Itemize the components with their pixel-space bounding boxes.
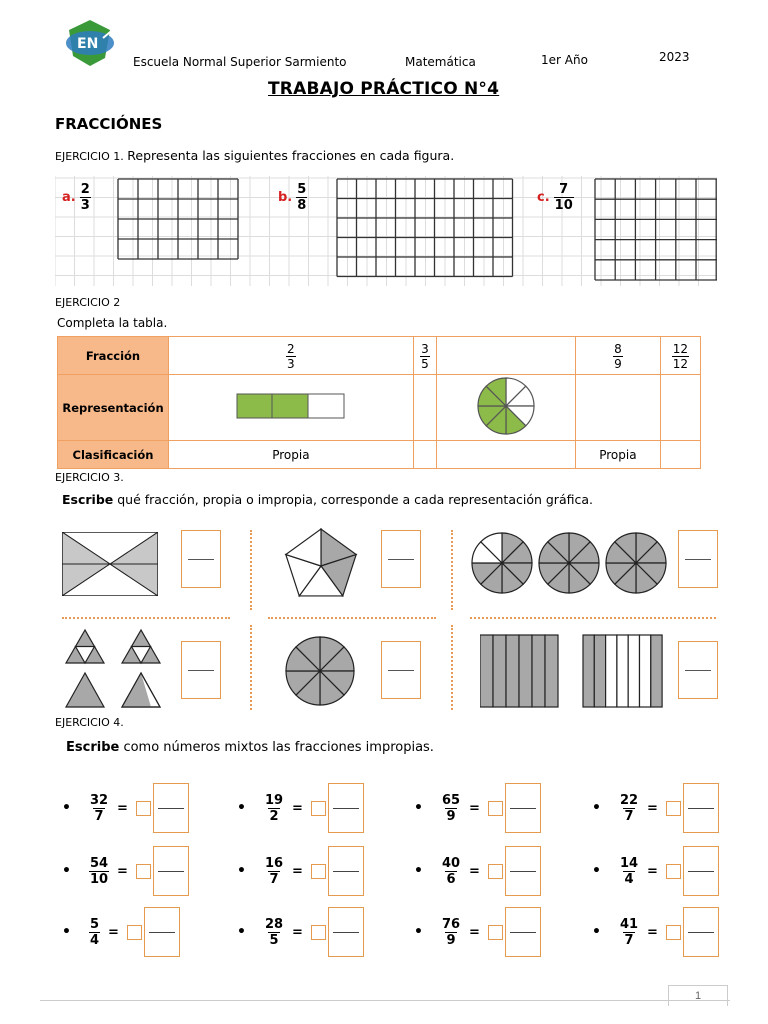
mixed-number-item [414, 907, 541, 957]
mixed-number-item [62, 783, 189, 833]
denominator: 6 [446, 871, 456, 887]
fraction-line [158, 871, 184, 872]
improper-fraction [441, 918, 461, 947]
fraction-part-box[interactable] [328, 907, 364, 957]
cell-class-3[interactable] [437, 441, 576, 469]
denominator: 9 [446, 808, 456, 824]
figure-pentagon [278, 526, 364, 605]
cell-rep-1 [169, 375, 414, 441]
bullet: • [62, 924, 71, 940]
figure-rectangle-triangles [62, 532, 158, 601]
denominator: 4 [89, 932, 99, 948]
page-title: TRABAJO PRÁCTICO N°4 [268, 79, 500, 99]
fraction-line [333, 932, 359, 933]
whole-part-box[interactable] [666, 925, 681, 940]
numerator: 3 [421, 341, 429, 356]
denominator: 2 [269, 808, 279, 824]
figure-circle-eighths [284, 635, 356, 712]
ej3-instruction-bold: Escribe [62, 492, 114, 507]
cell-class-4: Propia [576, 441, 661, 469]
mixed-number-item [62, 846, 189, 896]
whole-part-box[interactable] [311, 925, 326, 940]
equals-sign: = [647, 800, 658, 816]
school-logo [55, 18, 125, 68]
cell-class-1: Propia [169, 441, 414, 469]
improper-fraction [264, 794, 284, 823]
ej2-table [57, 336, 701, 469]
whole-part-box[interactable] [488, 801, 503, 816]
numerator: 32 [89, 792, 109, 808]
fraction-line [188, 670, 214, 671]
ej3-instruction [62, 492, 593, 507]
numerator: 12 [672, 341, 688, 356]
answer-box-2[interactable] [381, 530, 421, 588]
numerator: 5 [297, 182, 307, 197]
fraction-line [510, 871, 536, 872]
denominator: 9 [446, 932, 456, 948]
fraction-line [688, 871, 714, 872]
bullet: • [237, 924, 246, 940]
bullet: • [414, 863, 423, 879]
section-title: FRACCIÓNES [55, 115, 163, 133]
cell-rep-3 [437, 375, 576, 441]
ej2-instruction: Completa la tabla. [57, 316, 168, 330]
answer-grid[interactable] [337, 179, 513, 277]
fraction [286, 343, 296, 370]
fraction-part-box[interactable] [683, 846, 719, 896]
denominator: 3 [80, 198, 90, 213]
ej4-instruction-rest: como números mixtos las fracciones impropias. [119, 740, 434, 755]
denominator: 10 [89, 871, 109, 887]
numerator: 8 [614, 341, 622, 356]
equals-sign: = [117, 863, 128, 879]
denominator: 10 [554, 198, 573, 213]
equals-sign: = [292, 863, 303, 879]
numerator: 65 [441, 792, 461, 808]
answer-grid[interactable] [118, 179, 238, 259]
ej3-label: EJERCICIO 3. [55, 471, 124, 484]
separator [268, 617, 436, 619]
equals-sign: = [469, 863, 480, 879]
numerator: 5 [89, 916, 99, 932]
fraction-line [688, 808, 714, 809]
ej1-label: EJERCICIO 1. [55, 150, 124, 163]
mixed-number-item [592, 846, 719, 896]
ej1-letter-b: b. [278, 190, 293, 205]
figure-triangles [62, 628, 172, 717]
denominator: 7 [624, 808, 634, 824]
bullet: • [592, 800, 601, 816]
ej1-grid-paper [55, 176, 717, 286]
school-name: Escuela Normal Superior Sarmiento [133, 55, 347, 69]
fraction-line [149, 932, 175, 933]
numerator: 2 [80, 182, 90, 197]
denominator: 8 [297, 198, 307, 213]
cell-fraction-1 [169, 337, 414, 375]
improper-fraction [89, 794, 109, 823]
whole-part-box[interactable] [311, 801, 326, 816]
fraction-line [333, 871, 359, 872]
fraction-part-box[interactable] [505, 783, 541, 833]
cell-fraction-3[interactable] [437, 337, 576, 375]
ej1-item-a [62, 183, 91, 212]
whole-part-box[interactable] [127, 925, 142, 940]
fraction-line [333, 808, 359, 809]
whole-part-box[interactable] [136, 801, 151, 816]
improper-fraction [264, 857, 284, 886]
year-level: 1er Año [541, 53, 588, 67]
fraction [613, 343, 623, 370]
year: 2023 [659, 50, 690, 64]
fraction-line [685, 670, 711, 671]
improper-fraction [619, 794, 639, 823]
cell-class-5[interactable] [660, 441, 700, 469]
classification-row [58, 441, 701, 469]
whole-part-box[interactable] [666, 801, 681, 816]
denominator: 7 [269, 871, 279, 887]
numerator: 7 [559, 182, 569, 197]
bullet: • [592, 924, 601, 940]
separator [451, 530, 453, 610]
ej2-label: EJERCICIO 2 [55, 296, 121, 309]
ej4-instruction-bold: Escribe [66, 740, 120, 755]
mixed-number-item [237, 846, 364, 896]
improper-fraction [619, 857, 639, 886]
numerator: 76 [441, 916, 461, 932]
improper-fraction [89, 918, 100, 947]
fraction-part-box[interactable] [144, 907, 180, 957]
separator [451, 625, 453, 710]
svg-text:EN: EN [77, 36, 99, 52]
bullet: • [62, 800, 71, 816]
equals-sign: = [292, 800, 303, 816]
fraction-line [388, 670, 414, 671]
denominator: 7 [94, 808, 104, 824]
separator [62, 617, 230, 619]
separator [250, 625, 252, 710]
whole-part-box[interactable] [311, 864, 326, 879]
improper-fraction [441, 794, 461, 823]
row-label-clasificacion: Clasificación [58, 441, 169, 469]
equals-sign: = [647, 924, 658, 940]
improper-fraction [441, 857, 461, 886]
ej1-fraction-a [80, 183, 91, 212]
ej1-heading [55, 148, 454, 163]
answer-box-5[interactable] [381, 641, 421, 699]
cell-fraction-4 [576, 337, 661, 375]
whole-part-box[interactable] [488, 925, 503, 940]
footer-rule [40, 1000, 730, 1001]
improper-fraction [89, 857, 109, 886]
fraction-part-box[interactable] [153, 846, 189, 896]
fraction-line [510, 808, 536, 809]
bullet: • [237, 800, 246, 816]
separator [250, 530, 252, 610]
ej1-fraction-c [554, 183, 574, 212]
answer-box-1[interactable] [181, 530, 221, 588]
bar-two-thirds [236, 393, 346, 419]
page-number: 1 [668, 985, 728, 1006]
numerator: 2 [287, 341, 295, 356]
mixed-number-item [414, 846, 541, 896]
row-label-fraccion: Fracción [58, 337, 169, 375]
circle-eighths [475, 375, 537, 437]
fraction-part-box[interactable] [683, 907, 719, 957]
ej1-letter-c: c. [537, 190, 550, 205]
fraction-part-box[interactable] [153, 783, 189, 833]
answer-box-6[interactable] [678, 641, 718, 699]
denominator: 5 [421, 356, 429, 371]
ej1-instruction: Representa las siguientes fracciones en cada figura. [127, 148, 455, 163]
numerator: 40 [441, 855, 461, 871]
fraction-part-box[interactable] [505, 846, 541, 896]
separator [470, 617, 716, 619]
answer-box-4[interactable] [181, 641, 221, 699]
mixed-number-item [62, 907, 180, 957]
cell-rep-4[interactable] [576, 375, 661, 441]
bullet: • [414, 800, 423, 816]
mixed-number-item [237, 907, 364, 957]
row-label-representacion: Representación [58, 375, 169, 441]
fraction-part-box[interactable] [505, 907, 541, 957]
improper-fraction [619, 918, 639, 947]
numerator: 19 [264, 792, 284, 808]
ej1-letter-a: a. [62, 190, 76, 205]
ej4-label: EJERCICIO 4. [55, 716, 124, 729]
cell-rep-5[interactable] [660, 375, 700, 441]
improper-fraction [264, 918, 284, 947]
denominator: 9 [614, 356, 622, 371]
whole-part-box[interactable] [488, 864, 503, 879]
equals-sign: = [108, 924, 119, 940]
bullet: • [237, 863, 246, 879]
whole-part-box[interactable] [136, 864, 151, 879]
fraction-line [685, 559, 711, 560]
cell-fraction-2 [413, 337, 436, 375]
figure-three-circles [470, 530, 670, 601]
mixed-number-item [592, 907, 719, 957]
cell-class-2[interactable] [413, 441, 436, 469]
fraction-row [58, 337, 701, 375]
ej1-fraction-b [296, 183, 307, 212]
mixed-number-item [237, 783, 364, 833]
cell-rep-2[interactable] [413, 375, 436, 441]
numerator: 16 [264, 855, 284, 871]
denominator: 4 [624, 871, 634, 887]
ej4-instruction [66, 740, 434, 755]
fraction-line [188, 559, 214, 560]
fraction-line [688, 932, 714, 933]
equals-sign: = [117, 800, 128, 816]
numerator: 54 [89, 855, 109, 871]
equals-sign: = [469, 924, 480, 940]
numerator: 28 [264, 916, 284, 932]
subject-name: Matemática [405, 55, 476, 69]
denominator: 12 [672, 356, 688, 371]
equals-sign: = [469, 800, 480, 816]
ej1-item-c [537, 183, 574, 212]
numerator: 22 [619, 792, 639, 808]
figure-two-bars [480, 633, 665, 714]
fraction-part-box[interactable] [328, 783, 364, 833]
ej3-instruction-rest: qué fracción, propia o impropia, corresponde a cada representación gráfica. [113, 492, 593, 507]
denominator: 5 [269, 932, 279, 948]
fraction-part-box[interactable] [683, 783, 719, 833]
equals-sign: = [647, 863, 658, 879]
denominator: 7 [624, 932, 634, 948]
fraction-part-box[interactable] [328, 846, 364, 896]
mixed-number-item [592, 783, 719, 833]
answer-box-3[interactable] [678, 530, 718, 588]
fraction-line [158, 808, 184, 809]
denominator: 3 [287, 356, 295, 371]
mixed-number-item [414, 783, 541, 833]
equals-sign: = [292, 924, 303, 940]
cell-fraction-5 [660, 337, 700, 375]
fraction [420, 343, 430, 370]
bullet: • [592, 863, 601, 879]
whole-part-box[interactable] [666, 864, 681, 879]
numerator: 41 [619, 916, 639, 932]
bullet: • [414, 924, 423, 940]
fraction-line [388, 559, 414, 560]
fraction-line [510, 932, 536, 933]
numerator: 14 [619, 855, 639, 871]
ej1-item-b [278, 183, 307, 212]
bullet: • [62, 863, 71, 879]
fraction [672, 343, 689, 370]
representation-row [58, 375, 701, 441]
